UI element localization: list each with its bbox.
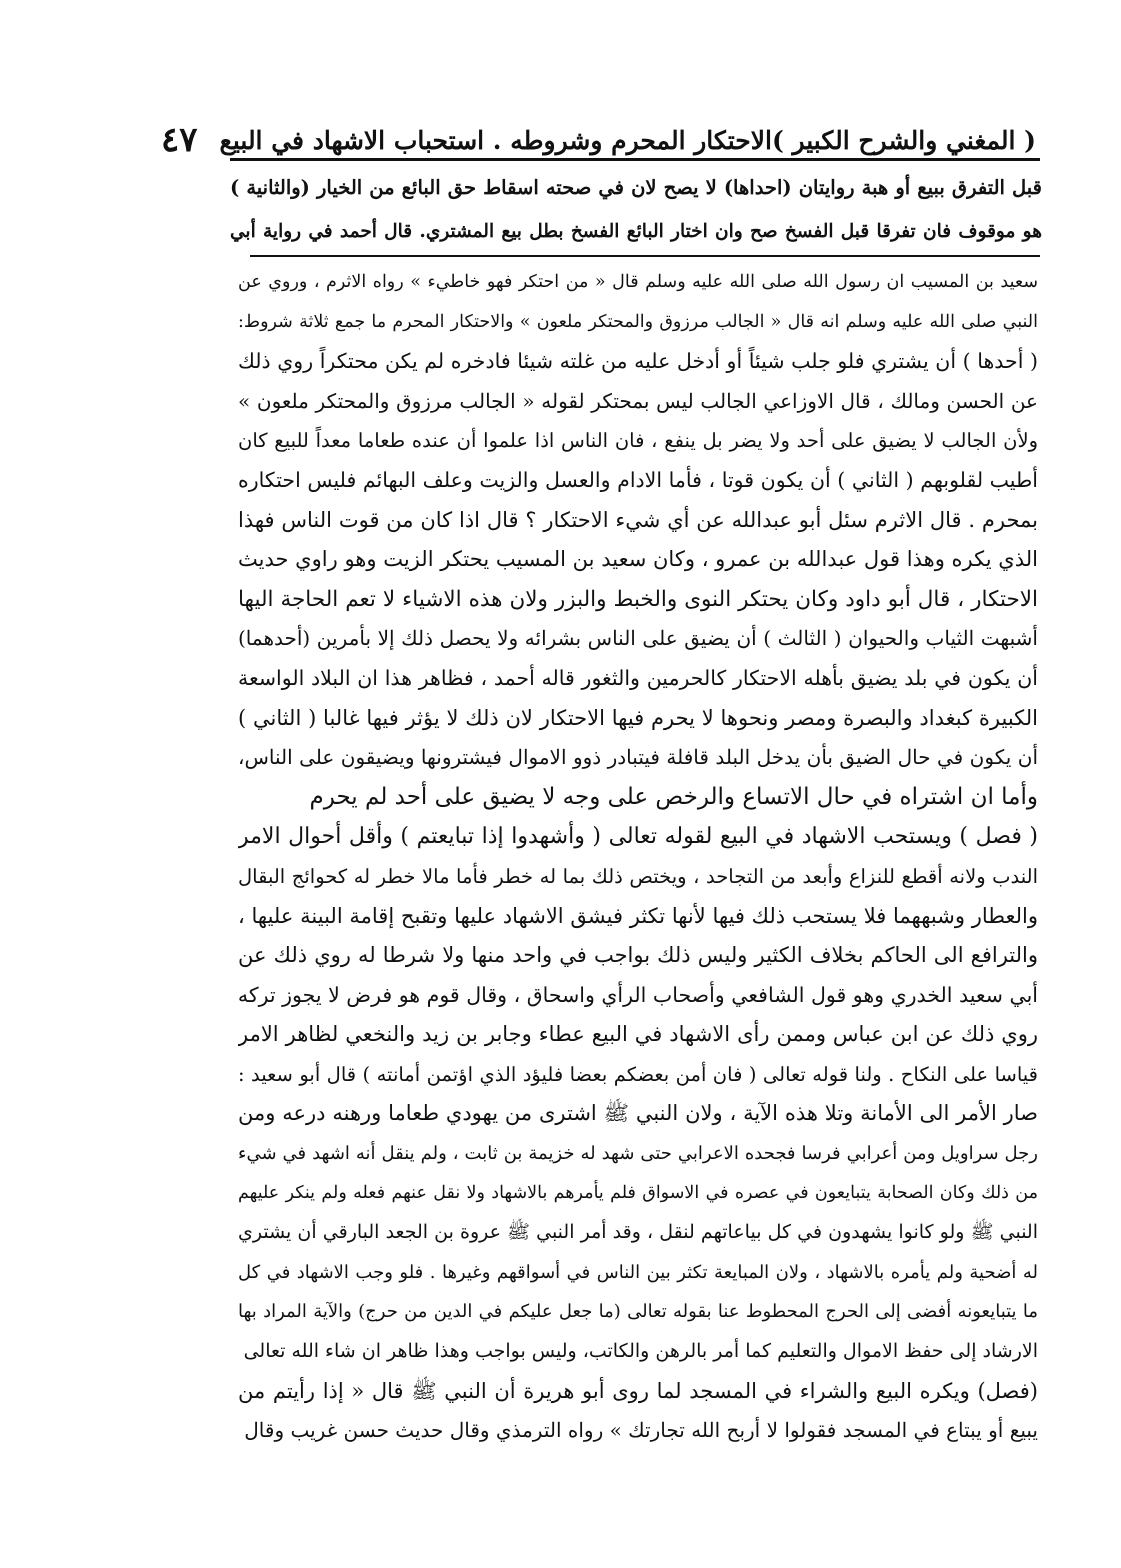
- text-line: أبي سعيد الخدري وهو قول الشافعي وأصحاب الرأي واسحاق ، وقال قوم هو فرض لا يجوز تركه: [238, 982, 1038, 1007]
- footnote-line: قبل التفرق ببيع أو هبة روايتان (احداها) لا يصح لان في صحته اسقاط حق البائع من الخيار (والثانية ): [230, 176, 1042, 199]
- text-line: عن الحسن ومالك ، قال الاوزاعي الجالب ليس بمحتكر لقوله « الجالب مرزوق والمحتكر ملعون »: [238, 388, 1038, 413]
- text-line: ( فصل ) ويستحب الاشهاد في البيع لقوله تعالى ( وأشهدوا إذا تبايعتم ) وأقل أحوال الامر: [238, 824, 1038, 850]
- footnote-separator-rule: [250, 255, 1040, 257]
- text-line: أن يكون في بلد يضيق بأهله الاحتكار كالحرمين والثغور قاله أحمد ، فظاهر هذا ان البلاد الواسعة: [238, 665, 1038, 690]
- continued-footnote: [230, 166, 1042, 254]
- text-line: النبي صلى الله عليه وسلم انه قال « الجالب مرزوق والمحتكر ملعون » والاحتكار المحرم ما جمع ثلاثة شروط:: [238, 311, 1038, 332]
- text-line: الذي يكره وهذا قول عبدالله بن عمرو ، وكان سعيد بن المسيب يحتكر الزيت وهو راوي حديث: [238, 547, 1038, 572]
- text-line: صار الأمر الى الأمانة وتلا هذه الآية ، ولان النبي ﷺ اشترى من يهودي طعاما ورهنه درعه ومن: [238, 1101, 1038, 1126]
- text-line: قياسا على النكاح . ولنا قوله تعالى ( فان أمن بعضكم بعضا فليؤد الذي اؤتمن أمانته ) قال أبو سعيد :: [238, 1062, 1038, 1086]
- text-line: بمحرم . قال الاثرم سئل أبو عبدالله عن أي شيء الاحتكار ؟ قال اذا كان من قوت الناس فهذا: [238, 507, 1038, 532]
- text-line: رجل سراويل ومن أعرابي فرسا فجحده الاعرابي حتى شهد له خزيمة بن ثابت ، ولم ينقل أنه اشهد في شيء: [238, 1143, 1038, 1165]
- text-line: الاحتكار ، قال أبو داود وكان يحتكر النوى والخبط والبزر ولان هذه الاشياء لا تعم الحاجة اليها: [238, 586, 1038, 612]
- text-line: روي ذلك عن ابن عباس وممن رأى الاشهاد في البيع عطاء وجابر بن زيد والنخعي لظاهر الامر: [238, 1022, 1038, 1047]
- footnote-line: هو موقوف فان تفرقا قبل الفسخ صح وان اختار البائع الفسخ بطل بيع المشتري. قال أحمد في رواية أبي: [230, 221, 1042, 242]
- text-line: ولأن الجالب لا يضيق على أحد ولا يضر بل ينفع ، فان الناس اذا علموا أن عنده طعاما معداً للبيع كان: [238, 429, 1038, 453]
- text-line: يبيع أو يبتاع في المسجد فقولوا لا أربح الله تجارتك » رواه الترمذي وقال حديث حسن غريب وقال: [244, 1418, 1038, 1443]
- text-line: الندب ولانه أقطع للنزاع وأبعد من التجاحد ، ويختص ذلك بما له خطر فأما مالا خطر له كحوائج البقال: [238, 864, 1038, 888]
- text-line: والعطار وشبههما فلا يستحب ذلك فيها لأنها تكثر فيشق الاشهاد عليها وتقبح إقامة البينة عليها ،: [238, 903, 1038, 928]
- book-title: ( المغني والشرح الكبير ): [771, 125, 1036, 155]
- text-line: ما يتبايعونه أفضى إلى الحرج المحطوط عنا بقوله تعالى (ما جعل عليكم في الدين من حرج) والآية المراد بها: [238, 1301, 1038, 1323]
- section-title: الاحتكار المحرم وشروطه . استحباب الاشهاد في البيع: [219, 125, 772, 155]
- main-text: [238, 263, 1038, 1451]
- text-line: (فصل) ويكره البيع والشراء في المسجد لما روى أبو هريرة أن النبي ﷺ قال « إذا رأيتم من: [238, 1378, 1038, 1403]
- text-line: سعيد بن المسيب ان رسول الله صلى الله عليه وسلم قال « من احتكر فهو خاطيء » رواه الاثرم ، وروي عن: [238, 272, 1038, 292]
- running-header: [161, 118, 1036, 162]
- text-line: الكبيرة كبغداد والبصرة ومصر ونحوها لا يحرم فيها الاحتكار لان ذلك لا يؤثر فيها غالبا ( الثاني ): [238, 705, 1038, 730]
- header-left-group: [161, 120, 772, 160]
- text-line: النبي ﷺ ولو كانوا يشهدون في كل بياعاتهم لنقل ، وقد أمر النبي ﷺ عروة بن الجعد البارقي أن يشتري: [238, 1221, 1038, 1244]
- text-line: له أضحية ولم يأمره بالاشهاد ، ولان المبايعة تكثر بين الناس في أسواقهم وغيرها . فلو وجب الاشهاد في كل: [238, 1261, 1038, 1283]
- text-line: والترافع الى الحاكم بخلاف الكثير وليس ذلك بواجب في واحد منها ولا شرطا له روي ذلك عن: [238, 943, 1038, 968]
- text-line: أطيب لقلوبهم ( الثاني ) أن يكون قوتا ، فأما الادام والعسل والزيت وعلف البهائم فليس احتكاره: [238, 467, 1038, 492]
- text-line: ( أحدها ) أن يشتري فلو جلب شيئاً أو أدخل عليه من غلته شيئا فادخره لم يكن محتكراً روي ذلك: [238, 349, 1038, 374]
- text-line: أشبهت الثياب والحيوان ( الثالث ) أن يضيق على الناس بشرائه ولا يحصل ذلك إلا بأمرين (أحدهما): [238, 626, 1038, 651]
- text-line: وأما ان اشتراه في حال الاتساع والرخص على وجه لا يضيق على أحد لم يحرم: [309, 783, 1038, 810]
- text-line: من ذلك وكان الصحابة يتبايعون في عصره في الاسواق فلم يأمرهم بالاشهاد ولا نقل عنهم فعله ولم ينكر عليهم: [238, 1182, 1038, 1203]
- text-line: أن يكون في حال الضيق بأن يدخل البلد قافلة فيتبادر ذوو الاموال فيشترونها ويضيقون على الناس،: [238, 745, 1038, 770]
- page-number: ٤٧: [161, 120, 198, 160]
- text-line: الارشاد إلى حفظ الاموال والتعليم كما أمر بالرهن والكاتب، وليس بواجب وهذا ظاهر ان شاء الله تعالى: [243, 1340, 1038, 1363]
- header-rule: [230, 158, 1040, 161]
